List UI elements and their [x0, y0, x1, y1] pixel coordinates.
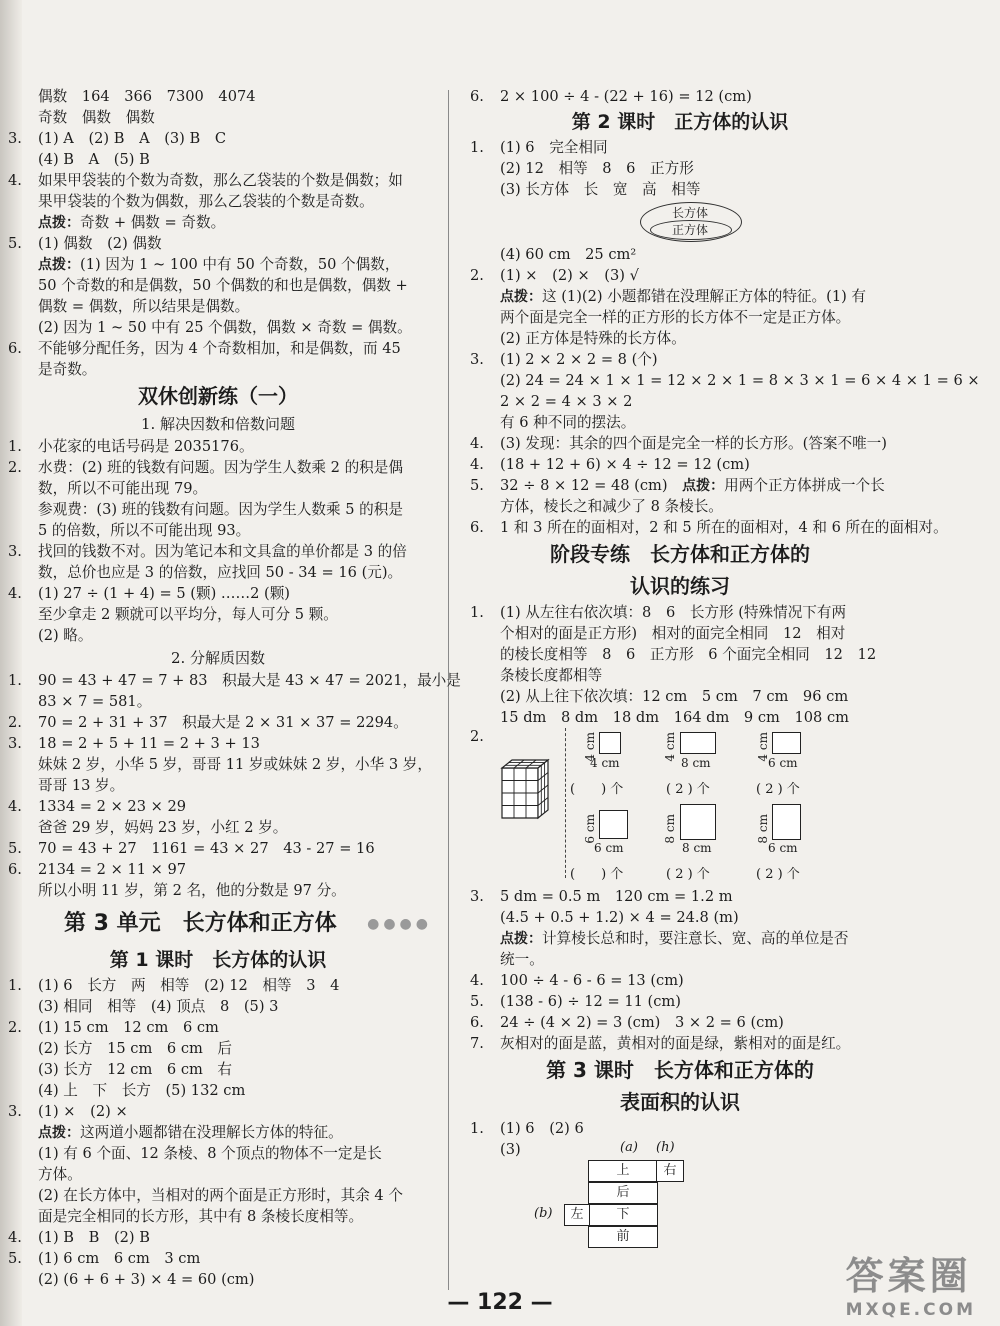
answer-text: 的棱长度相等 8 6 正方形 6 个面完全相同 12 12	[500, 646, 877, 663]
answer-text: (1) 15 cm 12 cm 6 cm	[38, 1019, 219, 1036]
answer-line	[8, 1269, 428, 1290]
answer-line	[8, 775, 428, 796]
answer-text: (1) 偶数 (2) 偶数	[38, 235, 162, 252]
answer-line	[8, 499, 428, 520]
question-number: 4.	[8, 1229, 22, 1246]
hint-label: 点拨：	[38, 215, 80, 231]
answer-line	[8, 457, 428, 478]
answer-line	[8, 975, 428, 996]
question-number: 4.	[8, 585, 22, 602]
answer-line	[470, 623, 890, 644]
lesson-1-title: 第 1 课时 长方体的认识	[109, 949, 327, 971]
answer-text: 数，总价也应是 3 的倍数，应找回 50 - 34 = 16 (元)。	[38, 564, 403, 581]
answer-line	[470, 265, 890, 286]
answer-line	[470, 475, 890, 496]
hint-label: 点拨：	[500, 931, 542, 947]
answer-text: 方体，棱长之和减少了 8 条棱长。	[500, 498, 723, 515]
lesson-3-title-line2: 表面积的认识	[620, 1090, 740, 1114]
answer-text: (2) 正方体是特殊的长方体。	[500, 330, 686, 347]
watermark-url: MXQE.COM	[845, 1300, 976, 1320]
answer-line	[8, 212, 428, 233]
answer-text: 用两个正方体拼成一个长	[724, 477, 885, 494]
answer-text: 方体。	[38, 1166, 82, 1183]
answers-lesson2-a	[470, 137, 890, 200]
face-6x6	[599, 810, 628, 839]
answer-line	[8, 859, 428, 880]
fig-f-side-label: 8 cm	[756, 814, 770, 844]
answer-line	[8, 359, 428, 380]
answer-line	[8, 1185, 428, 1206]
answer-text: 2 × 100 ÷ 4 - (22 + 16) = 12 (cm)	[500, 88, 752, 105]
answer-text: 果甲袋装的个数为偶数，那么乙袋装的个数是奇数。	[38, 193, 374, 210]
answer-line	[8, 275, 428, 296]
fig-b-count: ( 2 ) 个	[666, 782, 710, 797]
answer-line	[470, 970, 890, 991]
question-number: 6.	[8, 340, 22, 357]
answer-text: 奇数 偶数 偶数	[38, 109, 155, 126]
answer-text: (1) × (2) ×	[38, 1103, 128, 1120]
watermark	[846, 1245, 976, 1320]
hint-label: 点拨：	[682, 478, 725, 494]
answer-line	[470, 1139, 890, 1160]
question-number: 3.	[470, 888, 484, 905]
question-number: 7.	[470, 1035, 484, 1052]
answer-text: 找回的钱数不对。因为笔记本和文具盒的单价都是 3 的倍	[38, 543, 407, 560]
answer-text: (2) 从上往下依次填：12 cm 5 cm 7 cm 96 cm	[500, 688, 849, 705]
question-number: 4.	[470, 435, 484, 452]
question-number: 3.	[8, 1103, 22, 1120]
question-number: 3.	[8, 543, 22, 560]
answer-text: 这两道小题都错在没理解长方体的特征。	[80, 1124, 343, 1141]
face-8x6	[772, 804, 801, 840]
answer-text: (2) 因为 1 ~ 50 中有 25 个偶数，偶数 × 奇数 = 偶数。	[38, 319, 412, 336]
answers-lesson2-b	[470, 244, 980, 538]
stage-title-line1: 阶段专练 长方体和正方体的	[550, 542, 810, 566]
answer-line	[470, 86, 890, 107]
answer-text: 参观费：(3) 班的钱数有问题。因为学生人数乘 5 的积是	[38, 501, 403, 518]
answer-text: (3) 长方体 长 宽 高 相等	[500, 181, 701, 198]
answer-text: 灰相对的面是蓝，黄相对的面是绿，紫相对的面是红。	[500, 1035, 851, 1052]
fig-d-count: ( ) 个	[570, 867, 624, 882]
answer-line	[470, 286, 890, 307]
answers-stage-b	[470, 886, 890, 1054]
answer-line	[8, 1164, 428, 1185]
answer-text: 是奇数。	[38, 361, 97, 378]
answer-line	[8, 1227, 428, 1248]
fig-e-side-label: 8 cm	[663, 814, 677, 844]
answer-line	[470, 907, 890, 928]
answer-text: 32 ÷ 8 × 12 = 48 (cm)	[500, 477, 683, 494]
answer-line	[470, 349, 890, 370]
net-face-left: 左	[564, 1204, 590, 1226]
answer-text: (2) 24 = 24 × 1 × 1 = 12 × 2 × 1 = 8 × 3 × 1 = 6 × 4 × 1 = 6 ×	[500, 372, 980, 389]
answer-line	[8, 149, 428, 170]
answer-line	[8, 1122, 428, 1143]
answer-line	[8, 520, 428, 541]
answers-lesson3	[470, 1118, 890, 1160]
answer-line	[470, 928, 890, 949]
answer-text: 15 dm 8 dm 18 dm 164 dm 9 cm 108 cm	[500, 709, 849, 726]
fig-f-count: ( 2 ) 个	[756, 867, 800, 882]
answers-sub2-block	[8, 670, 461, 901]
hint-label: 点拨：	[38, 257, 80, 273]
answer-line	[8, 996, 428, 1017]
unit-title-text: 第 3 单元 长方体和正方体	[64, 911, 337, 936]
fig-e-count: ( 2 ) 个	[666, 867, 710, 882]
answers-stage-block	[470, 602, 890, 728]
answer-text: (3) 长方 12 cm 6 cm 右	[38, 1061, 233, 1078]
answer-line	[470, 991, 890, 1012]
question-number: 6.	[470, 519, 484, 536]
answer-text: 50 个奇数的和是偶数，50 个偶数的和也是偶数，偶数 +	[38, 277, 408, 294]
watermark-logo-text: 答案圈	[845, 1254, 972, 1298]
answer-line	[8, 712, 428, 733]
answer-line	[470, 949, 890, 970]
net-label-b: (b)	[534, 1206, 553, 1221]
cube-stack-icon	[498, 756, 554, 822]
fig-c-count: ( 2 ) 个	[756, 782, 800, 797]
answer-text: 83 × 7 = 581。	[38, 693, 152, 710]
section-title: 双休创新练（一）	[138, 384, 298, 408]
answers-lesson1-block	[8, 975, 428, 1290]
answer-text: (3) 发现：其余的四个面是完全一样的长方形。(答案不唯一)	[500, 435, 887, 452]
answer-line	[470, 644, 890, 665]
answer-line	[470, 433, 890, 454]
answer-line	[470, 412, 890, 433]
answer-text: 哥哥 13 岁。	[38, 777, 125, 794]
answer-line	[470, 391, 890, 412]
answer-text: 小花家的电话号码是 2035176。	[38, 438, 254, 455]
answer-text: 24 ÷ (4 × 2) = 3 (cm) 3 × 2 = 6 (cm)	[500, 1014, 784, 1031]
net-label-a: (a)	[620, 1140, 638, 1155]
face-4x6	[772, 732, 801, 754]
answer-text: (1) 6 长方 两 相等 (2) 12 相等 3 4	[38, 977, 340, 994]
answer-text: (4.5 + 0.5 + 1.2) × 4 = 24.8 (m)	[500, 909, 739, 926]
answer-line	[8, 436, 428, 457]
answer-text: (1) 6 cm 6 cm 3 cm	[38, 1250, 201, 1267]
answer-text: 5 的倍数，所以不可能出现 93。	[38, 522, 251, 539]
answer-text: (1) A (2) B A (3) B C	[38, 130, 227, 147]
answer-text: (3) 相同 相等 (4) 顶点 8 (5) 3	[38, 998, 279, 1015]
answer-text: (2) 12 相等 8 6 正方形	[500, 160, 694, 177]
answer-text: (1) 因为 1 ~ 100 中有 50 个奇数，50 个偶数，	[80, 256, 400, 273]
question-number: 2.	[8, 714, 22, 731]
fig-a-count: ( ) 个	[570, 782, 624, 797]
question-number: 1.	[8, 438, 22, 455]
fig-b-side-label: 4 cm	[663, 732, 677, 762]
answer-line	[8, 541, 428, 562]
question-number: 2.	[8, 459, 22, 476]
answer-text: 70 = 43 + 27 1161 = 43 × 27 43 - 27 = 16	[38, 840, 375, 857]
answer-line	[8, 880, 428, 901]
question-number: 6.	[470, 88, 484, 105]
answer-line	[8, 1038, 428, 1059]
question-number: 5.	[8, 1250, 22, 1267]
answer-line	[8, 733, 428, 754]
question-number: 5.	[8, 840, 22, 857]
answer-line	[8, 1017, 428, 1038]
answer-text: (1) 27 ÷ (1 + 4) = 5 (颗) ……2 (颗)	[38, 585, 290, 602]
net-face-top: 上	[588, 1160, 658, 1182]
answer-line	[8, 817, 428, 838]
answer-line	[8, 1101, 428, 1122]
net-label-h: (h)	[656, 1140, 675, 1155]
answer-line	[470, 886, 890, 907]
answer-line	[470, 707, 890, 728]
right-column	[470, 86, 980, 1270]
answer-text: 这 (1)(2) 小题都错在没理解正方体的特征。(1) 有	[542, 288, 867, 305]
answer-text: (4) 60 cm 25 cm²	[500, 246, 637, 263]
answer-text: 面是完全相同的长方形，其中有 8 条棱长度相等。	[38, 1208, 364, 1225]
answer-line	[470, 179, 890, 200]
unit-title	[8, 907, 432, 941]
answer-text: 数，所以不可能出现 79。	[38, 480, 208, 497]
answer-text: 如果甲袋装的个数为奇数，那么乙袋装的个数是偶数；如	[38, 172, 403, 189]
answer-text: 2 × 2 = 4 × 3 × 2	[500, 393, 633, 410]
net-face-back: 后	[588, 1182, 658, 1204]
question-number: 4.	[8, 172, 22, 189]
answer-line	[8, 296, 428, 317]
fig-d-bottom-label: 6 cm	[594, 841, 624, 855]
answer-line	[470, 686, 890, 707]
separator-dashed-line	[565, 728, 566, 878]
question-number: 5.	[470, 477, 484, 494]
face-8x8	[680, 804, 716, 840]
answer-text: (1) × (2) × (3) √	[500, 267, 639, 284]
left-column	[8, 86, 461, 1290]
fig-f-bottom-label: 6 cm	[768, 841, 798, 855]
answer-text: 计算棱长总和时，要注意长、宽、高的单位是否	[542, 930, 849, 947]
answer-line	[8, 754, 432, 775]
question-2-figures	[470, 728, 890, 886]
answer-text: 100 ÷ 4 - 6 - 6 = 13 (cm)	[500, 972, 684, 989]
answer-text: (1) B B (2) B	[38, 1229, 150, 1246]
answer-line	[470, 454, 890, 475]
hint-label: 点拨：	[38, 1125, 80, 1141]
answer-line	[8, 478, 428, 499]
question-number: 1.	[8, 672, 22, 689]
fig-d-side-label: 6 cm	[583, 814, 597, 844]
answer-line	[8, 170, 428, 191]
answer-line	[8, 604, 428, 625]
answer-line	[8, 1059, 428, 1080]
fig-c-bottom-label: 6 cm	[768, 756, 798, 770]
hint-label: 点拨：	[500, 289, 542, 305]
question-number: 6.	[8, 861, 22, 878]
question-number: 2.	[470, 267, 484, 284]
answer-text: (3)	[500, 1141, 521, 1158]
answer-text: (2) 在长方体中，当相对的两个面是正方形时，其余 4 个	[38, 1187, 403, 1204]
question-number: 3.	[8, 130, 22, 147]
answer-line	[470, 665, 890, 686]
answer-text: (4) B A (5) B	[38, 151, 150, 168]
fig-e-bottom-label: 8 cm	[682, 841, 712, 855]
net-face-front: 前	[588, 1226, 658, 1248]
question-number: 5.	[8, 235, 22, 252]
answer-text: 至少拿走 2 颗就可以平均分，每人可分 5 颗。	[38, 606, 338, 623]
answer-text: (1) 2 × 2 × 2 = 8 (个)	[500, 351, 658, 368]
answer-line	[8, 838, 428, 859]
page-number: — 122 —	[447, 1290, 553, 1315]
net-face-right: 右	[656, 1160, 684, 1182]
answer-text: 条棱长度都相等	[500, 667, 603, 684]
answer-line	[470, 602, 890, 623]
answer-line	[8, 625, 428, 646]
answer-line	[470, 137, 890, 158]
answer-text: (1) 6 完全相同	[500, 139, 608, 156]
answer-text: 有 6 种不同的摆法。	[500, 414, 636, 431]
question-number: 1.	[8, 977, 22, 994]
answer-line	[470, 307, 890, 328]
question-number: 3.	[8, 735, 22, 752]
answer-line	[8, 670, 461, 691]
answer-text: 90 = 43 + 47 = 7 + 83 积最大是 43 × 47 = 2021，最小是	[38, 672, 461, 689]
answer-text: 偶数 164 366 7300 4074	[38, 88, 256, 105]
answer-text: 18 = 2 + 5 + 11 = 2 + 3 + 13	[38, 735, 260, 752]
answer-line	[8, 128, 428, 149]
inner-oval-label: 正方体	[671, 223, 708, 237]
answer-text: 统一。	[500, 951, 544, 968]
subsection-title-2: 2. 分解质因数	[170, 649, 266, 667]
answer-text: (2) (6 + 6 + 3) × 4 = 60 (cm)	[38, 1271, 255, 1288]
answer-line	[8, 562, 428, 583]
answer-line	[8, 1143, 428, 1164]
fig-b-bottom-label: 8 cm	[681, 756, 711, 770]
decorative-dots: ●●●●	[367, 916, 432, 932]
answer-line	[470, 158, 890, 179]
answer-text: 水费：(2) 班的钱数有问题。因为学生人数乘 2 的积是偶	[38, 459, 403, 476]
answer-line	[470, 517, 948, 538]
answer-line	[8, 796, 428, 817]
answer-text: (4) 上 下 长方 (5) 132 cm	[38, 1082, 246, 1099]
answer-text: (1) 从左往右依次填：8 6 长方形 (特殊情况下有两	[500, 604, 847, 621]
question-number: 4.	[470, 456, 484, 473]
answers-sub1-block	[8, 436, 428, 646]
face-4x4	[599, 732, 621, 754]
answer-text: 2134 = 2 × 11 × 97	[38, 861, 187, 878]
cuboid-net-diagram	[470, 1140, 890, 1270]
net-face-down: 下	[588, 1204, 658, 1226]
face-4x8	[680, 732, 716, 754]
question-number: 2.	[8, 1019, 22, 1036]
answer-text: (1) 6 (2) 6	[500, 1120, 584, 1137]
answer-text: 5 dm = 0.5 m 120 cm = 1.2 m	[500, 888, 733, 905]
answer-text: 70 = 2 + 31 + 37 积最大是 2 × 31 × 37 = 2294。	[38, 714, 408, 731]
stage-title-line2: 认识的练习	[630, 574, 730, 598]
answer-text: (138 - 6) ÷ 12 = 11 (cm)	[500, 993, 681, 1010]
set-diagram	[470, 200, 890, 244]
answer-text: (1) 有 6 个面、12 条棱、8 个顶点的物体不一定是长	[38, 1145, 382, 1162]
answer-text: 偶数 = 偶数，所以结果是偶数。	[38, 298, 250, 315]
answer-line	[470, 244, 890, 265]
answer-text: 不能够分配任务，因为 4 个奇数相加，和是偶数，而 45	[38, 340, 401, 357]
answer-line	[470, 1118, 890, 1139]
answer-line	[470, 1012, 890, 1033]
answer-line	[8, 233, 428, 254]
outer-oval-label: 长方体	[671, 206, 708, 220]
answer-text: 个相对的面是正方形) 相对的面完全相同 12 相对	[500, 625, 846, 642]
answer-line	[8, 583, 428, 604]
question-number: 3.	[470, 351, 484, 368]
question-number: 4.	[8, 798, 22, 815]
answer-text: (18 + 12 + 6) × 4 ÷ 12 = 12 (cm)	[500, 456, 750, 473]
question-number: 1.	[470, 139, 484, 156]
answer-text: 两个面是完全一样的正方形的长方体不一定是正方体。	[500, 309, 851, 326]
answer-line	[8, 691, 428, 712]
answer-text: (2) 略。	[38, 627, 93, 644]
lesson-2-title: 第 2 课时 正方体的认识	[571, 111, 789, 133]
answer-line	[470, 496, 890, 517]
answer-text: 爸爸 29 岁，妈妈 23 岁，小红 2 岁。	[38, 819, 288, 836]
answer-line	[8, 338, 428, 359]
answer-text: (2) 长方 15 cm 6 cm 后	[38, 1040, 233, 1057]
answer-line	[470, 328, 890, 349]
answer-text: 妹妹 2 岁，小华 5 岁，哥哥 11 岁或妹妹 2 岁，小华 3 岁，	[38, 756, 432, 773]
answer-line	[8, 86, 428, 107]
answer-line	[8, 1206, 428, 1227]
question-number: 4.	[470, 972, 484, 989]
question-2-number: 2.	[470, 728, 484, 745]
answer-line	[8, 317, 428, 338]
question-number: 6.	[470, 1014, 484, 1031]
subsection-title-1: 1. 解决因数和倍数问题	[140, 415, 296, 433]
answer-line	[8, 107, 428, 128]
fig-a-bottom-label: 4 cm	[590, 756, 620, 770]
lesson-3-title-line1: 第 3 课时 长方体和正方体的	[546, 1058, 814, 1082]
answer-text: 1334 = 2 × 23 × 29	[38, 798, 187, 815]
answer-line	[8, 254, 428, 275]
answer-line	[8, 1248, 428, 1269]
answer-line	[470, 1033, 890, 1054]
answer-line	[470, 370, 980, 391]
answer-text: 所以小明 11 岁，第 2 名，他的分数是 97 分。	[38, 882, 346, 899]
answer-text: 1 和 3 所在的面相对，2 和 5 所在的面相对，4 和 6 所在的面相对。	[500, 519, 948, 536]
answer-text: 奇数 + 偶数 = 奇数。	[80, 214, 226, 231]
fig-c-side-label: 4 cm	[756, 732, 770, 762]
answer-line-6	[470, 86, 890, 107]
fig-a-side-label: 4 cm	[583, 732, 597, 762]
answers-top-block	[8, 86, 428, 380]
answer-line	[8, 191, 428, 212]
answer-line	[8, 1080, 428, 1101]
question-number: 5.	[470, 993, 484, 1010]
question-number: 1.	[470, 604, 484, 621]
question-number: 1.	[470, 1120, 484, 1137]
